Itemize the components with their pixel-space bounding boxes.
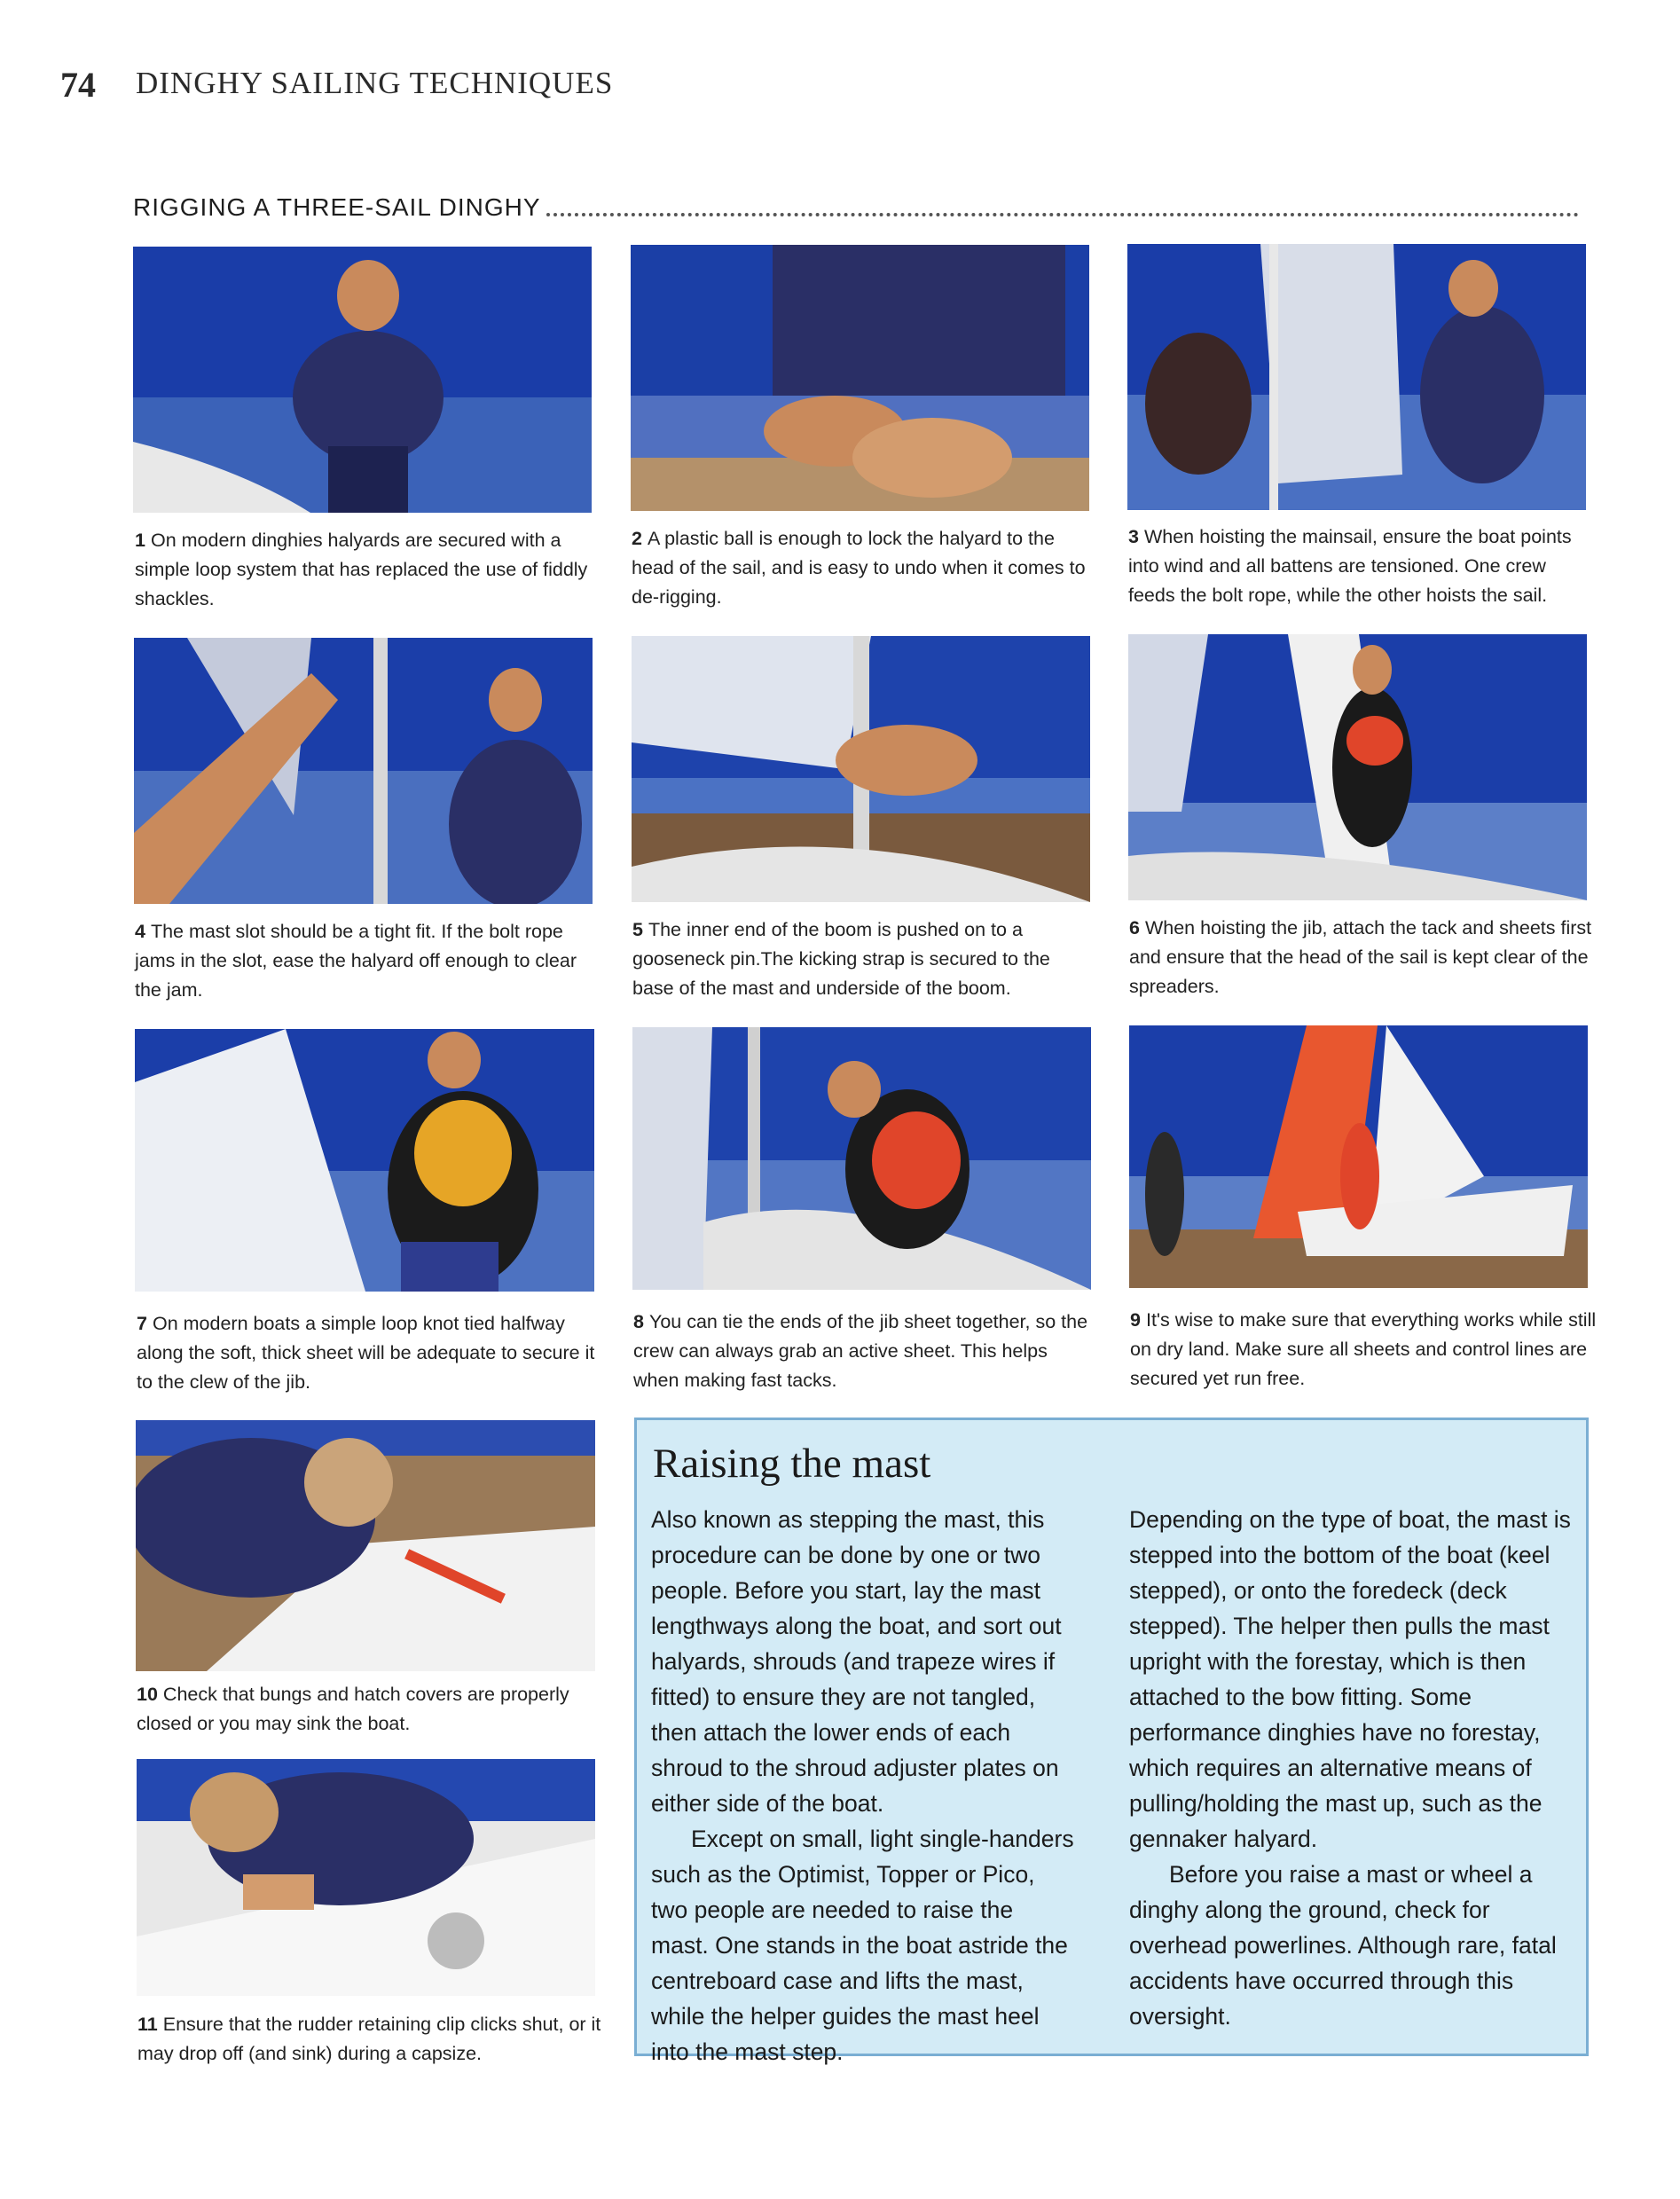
step-11-caption: [137, 2010, 602, 2069]
step-4-caption: [135, 917, 594, 1005]
step-11-text: Ensure that the rudder retaining clip clicks shut, or it may drop off (and sink) during a capsize.: [137, 2014, 601, 2064]
sidebar-paragraph: Depending on the type of boat, the mast is stepped into the bottom of the boat (keel stepped), or onto the foredeck (deck stepped). The helper then pulls the mast upright with the forestay, which is then attached to the bow fitting. Some performance dinghies have no forestay, which requires an alternative means of pulling/holding the mast up, such as the gennaker halyard.: [1129, 1506, 1571, 1852]
raising-the-mast-box: [634, 1418, 1589, 2065]
step-6-caption: [1129, 914, 1598, 1001]
step-1-photo: [133, 247, 592, 513]
step-7-caption: [137, 1309, 598, 1397]
step-5-number: 5: [632, 919, 643, 940]
step-1-number: 1: [135, 530, 145, 551]
step-6-text: When hoisting the jib, attach the tack and sheets first and ensure that the head of the sail is kept clear of the spreaders.: [1129, 917, 1592, 997]
step-7-photo: [135, 1029, 594, 1292]
step-11-photo: [137, 1759, 595, 1996]
step-9-caption: [1130, 1306, 1598, 1394]
step-7-number: 7: [137, 1313, 147, 1334]
sidebar-paragraph: Before you raise a mast or wheel a dinghy along the ground, check for overhead powerlines. Although rare, fatal accidents have occurred through this oversight.: [1129, 1861, 1557, 2030]
step-6-number: 6: [1129, 917, 1140, 939]
step-3-text: When hoisting the mainsail, ensure the boat points into wind and all battens are tensioned. One crew feeds the bolt rope, while the other hoists the sail.: [1128, 526, 1572, 606]
step-2-number: 2: [632, 528, 642, 549]
step-3-caption: [1128, 522, 1597, 610]
step-4-photo: [134, 638, 593, 904]
step-9-text: It's wise to make sure that everything works while still on dry land. Make sure all sheets and control lines are secured yet run free.: [1130, 1309, 1597, 1389]
step-1-text: On modern dinghies halyards are secured with a simple loop system that has replaced the use of fiddly shackles.: [135, 530, 588, 609]
section-heading-label: RIGGING A THREE-SAIL DINGHY: [133, 193, 541, 221]
step-8-photo: [632, 1027, 1091, 1290]
step-5-text: The inner end of the boom is pushed on to a gooseneck pin.The kicking strap is secured to the base of the mast and underside of the boom.: [632, 919, 1050, 999]
step-2-text: A plastic ball is enough to lock the halyard to the head of the sail, and is easy to undo when it comes to de-rigging.: [632, 528, 1086, 608]
sidebar-title: Raising the mast: [653, 1441, 931, 1487]
running-head: DINGHY SAILING TECHNIQUES: [136, 66, 614, 100]
step-10-text: Check that bungs and hatch covers are properly closed or you may sink the boat.: [137, 1684, 569, 1734]
step-11-number: 11: [137, 2014, 158, 2035]
step-10-number: 10: [137, 1684, 158, 1705]
step-7-text: On modern boats a simple loop knot tied halfway along the soft, thick sheet will be adequate to secure it to the clew of the jib.: [137, 1313, 595, 1393]
step-2-caption: [632, 524, 1093, 612]
section-heading: [133, 193, 1579, 222]
step-10-photo: [136, 1420, 595, 1671]
dotted-rule: [546, 206, 1579, 216]
step-3-number: 3: [1128, 526, 1139, 547]
step-9-number: 9: [1130, 1309, 1141, 1331]
sidebar-paragraph: Except on small, light single-handers such as the Optimist, Topper or Pico, two people are needed to raise the mast. One stands in the boat astride the centreboard case and lifts the mast, while the helper guides the mast heel into the mast step.: [651, 1826, 1074, 2065]
step-8-text: You can tie the ends of the jib sheet together, so the crew can always grab an active sheet. This helps when making fast tacks.: [633, 1311, 1088, 1391]
step-3-photo: [1127, 244, 1586, 510]
step-8-caption: [633, 1308, 1095, 1395]
sidebar-column-left: [651, 1502, 1077, 2069]
step-5-caption: [632, 915, 1094, 1003]
step-4-number: 4: [135, 921, 145, 942]
step-6-photo: [1128, 634, 1587, 900]
sidebar-paragraph: Also known as stepping the mast, this procedure can be done by one or two people. Before you start, lay the mast lengthways along the boat, and sort out halyards, shrouds (and trapeze wires if fitted) to ensure they are not tangled, then attach the lower ends of each shroud to the shroud adjuster plates on either side of the boat.: [651, 1506, 1062, 1817]
step-4-text: The mast slot should be a tight fit. If the bolt rope jams in the slot, ease the halyard off enough to clear the jam.: [135, 921, 577, 1001]
sidebar-column-right: [1129, 1502, 1577, 2034]
step-1-caption: [135, 526, 594, 614]
step-9-photo: [1129, 1025, 1588, 1288]
step-2-photo: [631, 245, 1089, 511]
step-10-caption: [137, 1680, 598, 1739]
step-8-number: 8: [633, 1311, 644, 1332]
step-5-photo: [632, 636, 1090, 902]
page-number: 74: [60, 65, 96, 105]
